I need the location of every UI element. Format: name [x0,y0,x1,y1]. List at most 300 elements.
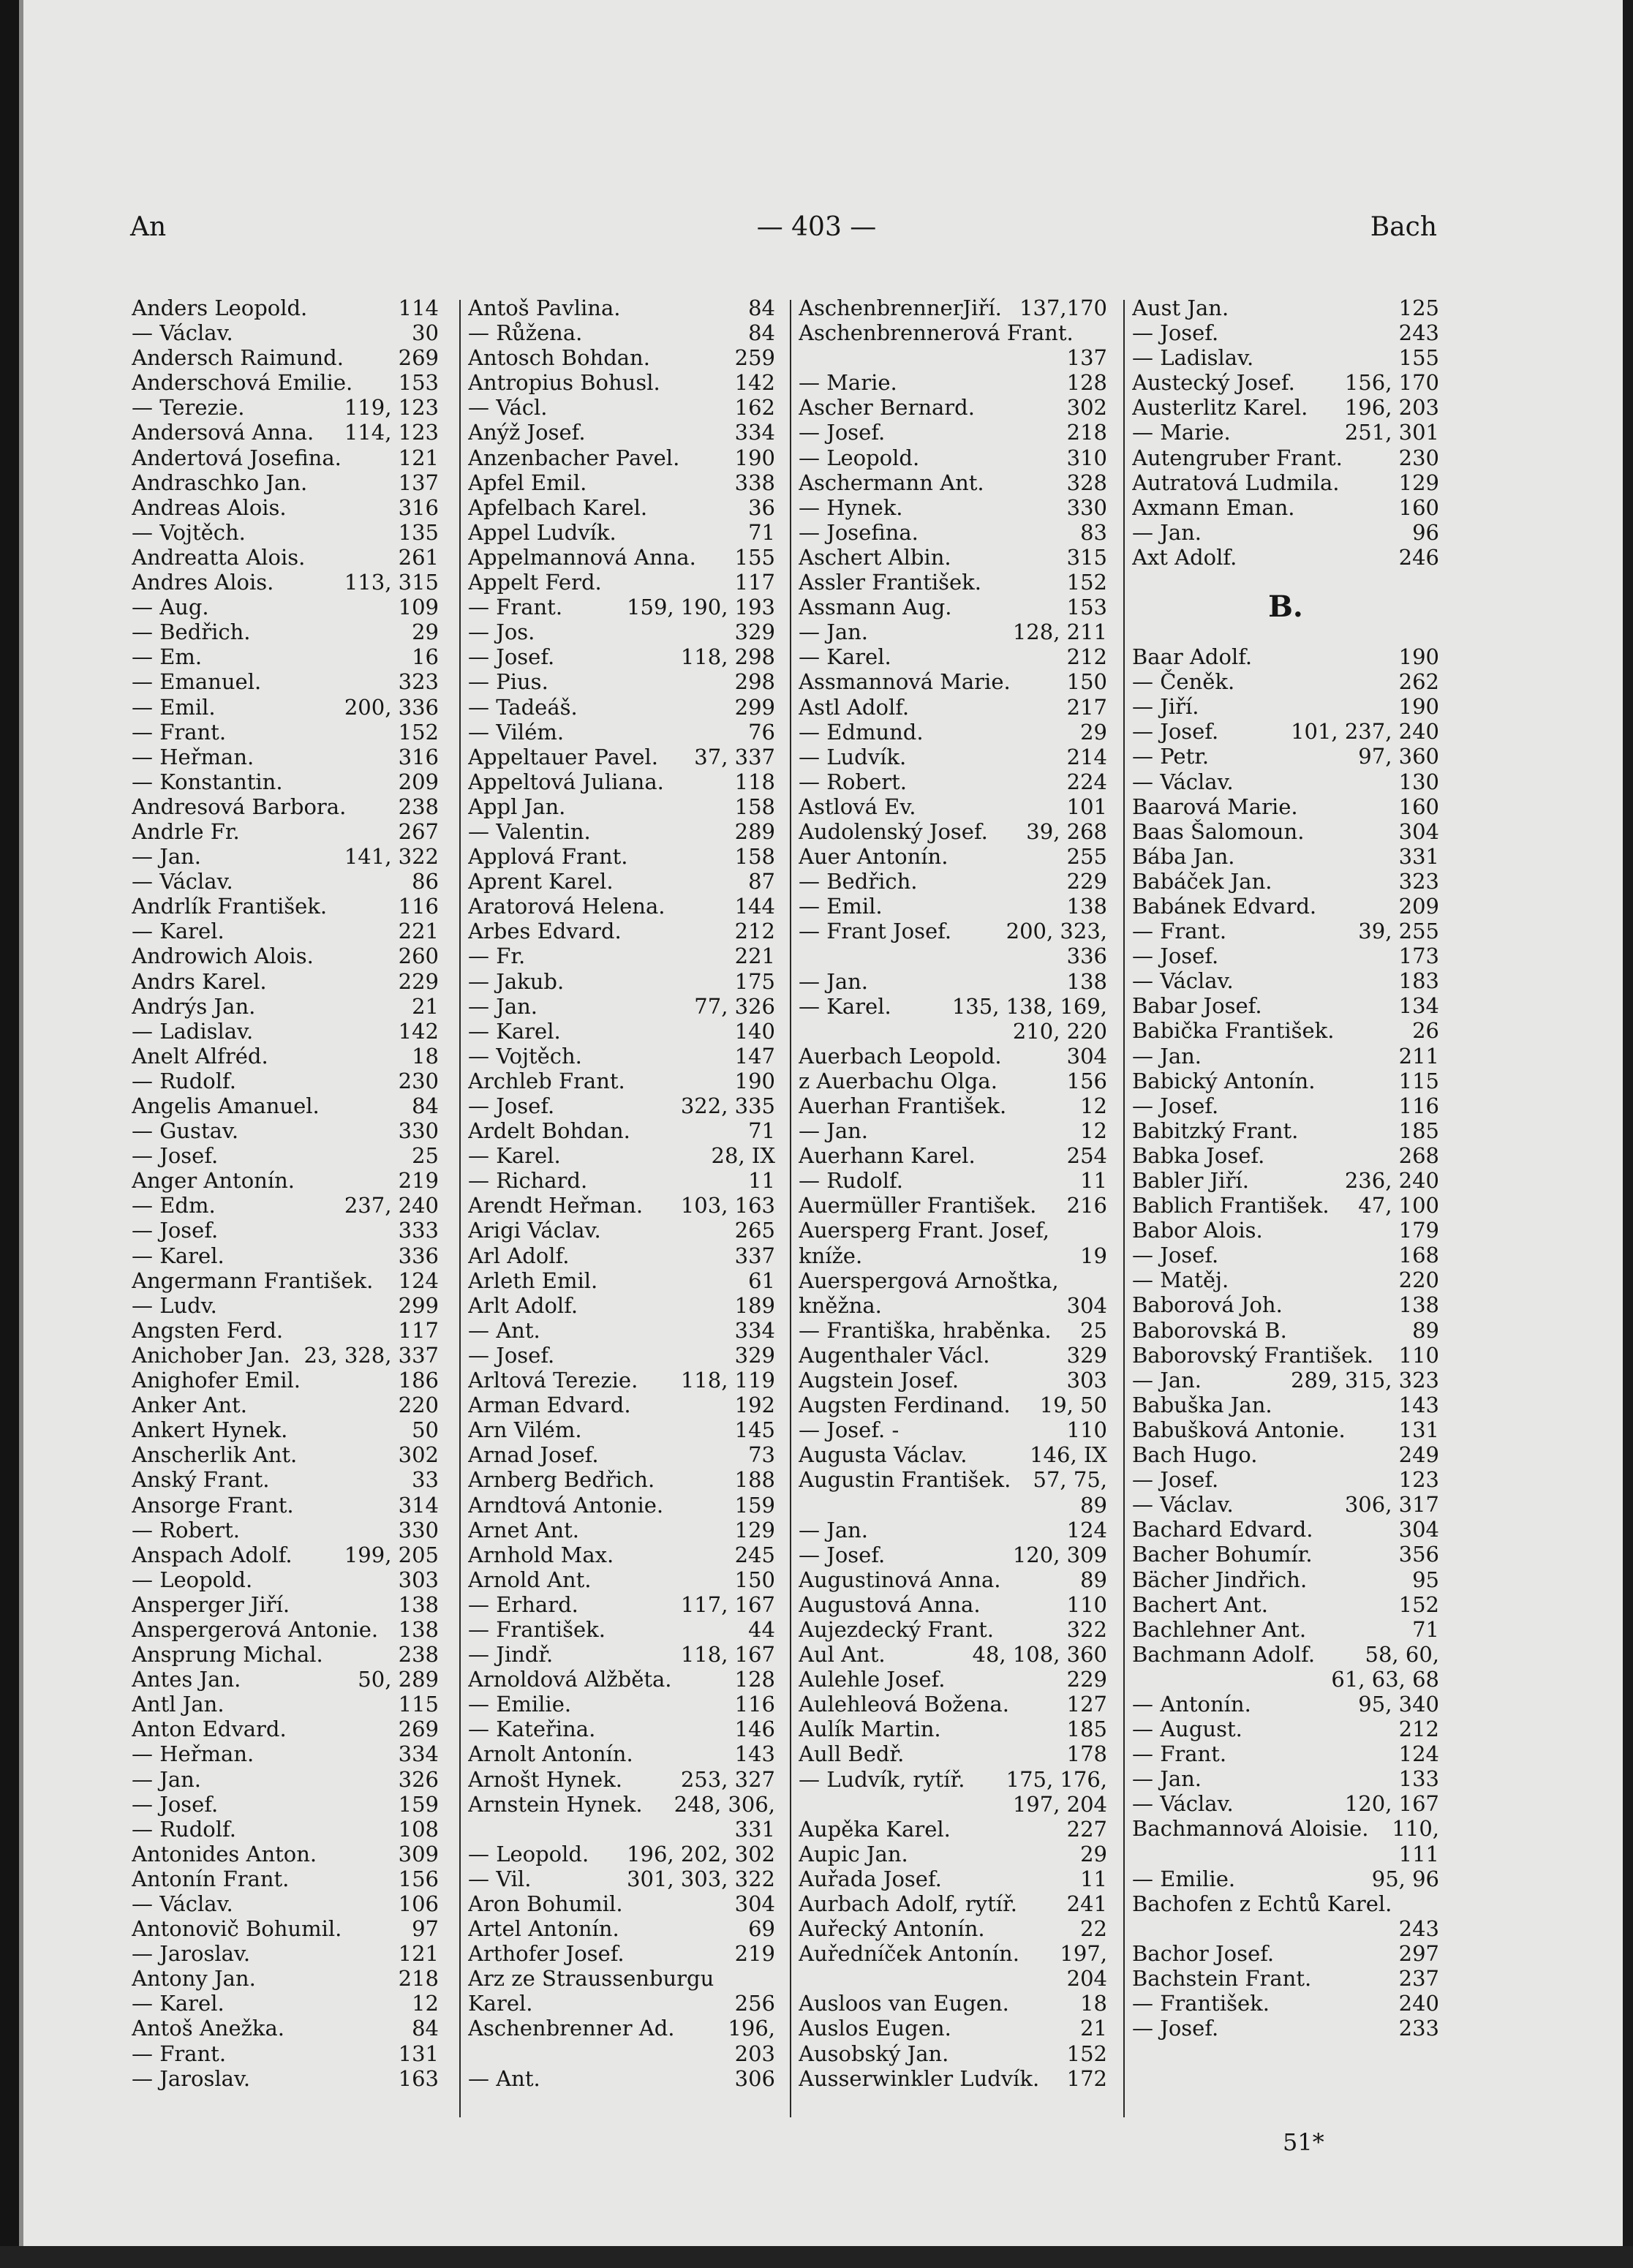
entry-name: — Jos. [468,619,535,645]
entry-name: — Josefina. [799,519,919,545]
index-entry [1132,1243,1439,1267]
entry-pages: 256 [734,1991,775,2016]
entry-name: Apfel Emil. [468,470,587,495]
index-entry [132,1168,439,1193]
entry-pages: 224 [1066,769,1107,794]
entry-pages: 236, 240 [1344,1168,1439,1193]
entry-pages: 301, 303, 322 [627,1866,775,1891]
index-entry [1132,1044,1439,1069]
index-entry [468,1941,775,1966]
entry-name: Arlt Adolf. [468,1292,578,1318]
entry-name: — Ant. [468,1317,540,1343]
index-entry [1132,395,1439,420]
entry-pages: 110 [1066,1417,1107,1443]
entry-name: — Emil. [132,694,216,720]
entry-pages: 338 [734,470,775,495]
entry-pages: 329 [734,1342,775,1368]
index-entry [799,1193,1107,1218]
entry-name: — Josef. - [799,1417,900,1443]
entry-pages: 220 [1398,1267,1439,1293]
entry-pages: 299 [398,1292,439,1318]
index-entry [132,1467,439,1492]
index-entry [1132,520,1439,545]
entry-pages: 304 [1066,1043,1107,1069]
index-entry [132,1442,439,1467]
entry-name: — Josef. [132,1791,219,1817]
index-entry [1132,894,1439,919]
index-entry [132,295,439,320]
entry-pages: 135 [398,519,439,545]
index-entry [1132,1218,1439,1243]
index-entry [132,1817,439,1842]
index-entry [799,1417,1107,1442]
entry-name: — Václav. [1132,968,1234,994]
entry-pages: 260 [398,943,439,969]
entry-name: Arnolt Antonín. [468,1741,633,1767]
index-entry [132,1792,439,1817]
entry-pages: 159 [734,1492,775,1518]
index-entry [468,1842,775,1866]
entry-name: — Richard. [468,1168,588,1194]
entry-pages: 150 [1066,669,1107,695]
index-entry [799,1518,1107,1542]
entry-name: Bacher Bohumír. [1132,1542,1313,1567]
index-entry [1132,769,1439,794]
entry-pages: 265 [734,1218,775,1243]
entry-name: — Karel. [799,993,891,1019]
entry-pages: 137 [1066,345,1107,371]
index-entry [132,520,439,545]
entry-name: — Edm. [132,1193,216,1218]
index-entry [468,720,775,745]
entry-name: — Marie. [799,370,897,396]
entry-name: — Bedřich. [132,619,251,645]
entry-pages: 29 [1080,719,1107,745]
entry-name: Babar Josef. [1132,993,1262,1019]
entry-name: Aratorová Helena. [468,894,665,919]
index-entry [799,1442,1107,1467]
index-entry [468,1044,775,1069]
index-entry [132,1842,439,1866]
entry-pages: 26 [1412,1018,1439,1044]
entry-pages: 304 [734,1891,775,1916]
index-entry [799,894,1107,919]
entry-name: Arnet Ant. [468,1517,580,1542]
entry-name: Babánek Edvard. [1132,893,1317,919]
entry-pages: 168 [1398,1243,1439,1268]
index-entry [132,1741,439,1766]
entry-name: Androwich Alois. [132,943,314,969]
entry-pages: 197, 204 [1012,1791,1107,1817]
entry-name: Auřecký Antonín. [799,1916,985,1942]
index-entry [1132,1193,1439,1218]
entry-name: Aschermann Ant. [799,470,984,495]
entry-name: — Jiří. [1132,694,1199,720]
entry-name: Apfelbach Karel. [468,494,648,520]
entry-name: — Karel. [468,1018,561,1044]
entry-name: — Václ. [468,395,548,421]
entry-name: Augstein Josef. [799,1368,959,1393]
entry-pages: 19 [1080,1243,1107,1268]
entry-name: — Frant Josef. [799,919,952,944]
entry-pages: 145 [734,1417,775,1443]
entry-name: Antonovič Bohumil. [132,1916,342,1942]
entry-pages: 229 [1066,1667,1107,1692]
index-entry [1132,943,1439,968]
entry-name: — Terezie. [132,395,245,421]
index-entry [468,644,775,669]
entry-pages: 23, 328, 337 [303,1342,439,1368]
entry-name: — Jan. [1132,1043,1202,1069]
entry-pages: 109 [398,595,439,620]
entry-name: Babor Alois. [1132,1218,1263,1243]
entry-pages: 189 [734,1292,775,1318]
entry-pages: 84 [412,1093,439,1118]
index-entry [799,1916,1107,1941]
entry-name: Baborovský František. [1132,1342,1374,1368]
index-entry [132,1493,439,1518]
entry-pages: 21 [1080,2016,1107,2041]
entry-pages: 76 [748,719,775,745]
entry-pages: 289, 315, 323 [1291,1367,1439,1393]
index-entry [468,1467,775,1492]
entry-pages: 11 [1080,1866,1107,1891]
entry-pages: 190 [734,445,775,470]
entry-name: Aron Bohumil. [468,1891,623,1916]
index-entry [468,819,775,844]
index-entry [132,1717,439,1741]
entry-pages: 110 [1398,1342,1439,1368]
index-entry [799,969,1107,994]
index-entry [799,1019,1107,1044]
entry-pages: 160 [1398,494,1439,520]
entry-pages: 12 [1080,1093,1107,1118]
entry-pages: 199, 205 [344,1542,439,1567]
entry-name: Andreatta Alois. [132,544,306,570]
entry-pages: 330 [398,1118,439,1144]
entry-pages: 71 [748,519,775,545]
entry-name: Artel Antonín. [468,1916,619,1942]
entry-name: Appeltauer Pavel. [468,744,658,769]
entry-pages: 118, 167 [680,1642,775,1668]
index-entry [468,1417,775,1442]
entry-pages: 221 [398,919,439,944]
entry-name: Arthofer Josef. [468,1941,625,1967]
index-entry [799,1467,1107,1492]
entry-name: — Rudolf. [132,1816,236,1842]
entry-pages: 221 [734,943,775,969]
entry-name: Auřada Josef. [799,1866,942,1891]
index-entry [799,1817,1107,1842]
index-entry [132,545,439,570]
entry-pages: 11 [1080,1168,1107,1194]
entry-name: — Růžena. [468,320,583,346]
entry-name: — Frant. [132,719,227,745]
entry-pages: 269 [398,1717,439,1742]
index-entry [468,1717,775,1741]
scan-edge-bottom [0,2246,1633,2268]
index-entry [799,395,1107,420]
entry-name: Auslos Eugen. [799,2016,951,2041]
index-entry [799,520,1107,545]
index-entry [468,1792,775,1817]
entry-name: kněžna. [799,1292,882,1318]
entry-pages: 289 [734,818,775,844]
entry-name: — Václav. [1132,1791,1234,1817]
entry-pages: 84 [748,320,775,346]
entry-pages: 124 [1066,1517,1107,1542]
index-entry [1132,794,1439,819]
entry-pages: 329 [734,619,775,645]
entry-name: Babička František. [1132,1018,1335,1044]
index-entry [132,1941,439,1966]
entry-pages: 114, 123 [344,420,439,445]
entry-pages: 118, 119 [680,1368,775,1393]
index-entry [468,669,775,694]
entry-name: — Rudolf. [132,1068,236,1093]
entry-name: Arnoldová Alžběta. [468,1667,672,1692]
index-entry [468,844,775,869]
index-entry [799,994,1107,1019]
entry-name: Arl Adolf. [468,1243,570,1268]
entry-name: — Václav. [132,320,233,346]
index-entry [468,969,775,994]
entry-name: Arnad Josef. [468,1442,599,1468]
entry-pages: 19, 50 [1039,1393,1107,1418]
entry-pages: 146, IX [1030,1442,1107,1468]
entry-name: Autratová Ludmila. [1132,470,1340,495]
index-entry [1132,1916,1439,1941]
entry-name: — Vil. [468,1866,532,1891]
entry-name: — Vojtěch. [132,519,246,545]
entry-pages: 233 [1398,2016,1439,2041]
entry-pages: 118 [734,769,775,794]
entry-name: Ansprung Michal. [132,1642,323,1668]
index-entry [468,919,775,943]
entry-pages: 204 [1066,1966,1107,1992]
index-entry [468,495,775,520]
index-entry [799,1991,1107,2016]
entry-pages: 89 [1412,1317,1439,1343]
index-entry [468,1692,775,1717]
entry-pages: 306, 317 [1344,1492,1439,1518]
index-entry [132,969,439,994]
entry-pages: 71 [748,1118,775,1144]
entry-name: Arltová Terezie. [468,1368,638,1393]
entry-name: Babitzký Frant. [1132,1118,1299,1143]
entry-pages: 123 [1398,1467,1439,1493]
index-entry [132,1293,439,1318]
entry-pages: 138 [1066,968,1107,994]
entry-pages: 237, 240 [344,1193,439,1218]
entry-pages: 190 [734,1068,775,1093]
index-entry [799,720,1107,745]
entry-name: Babler Jiří. [1132,1168,1249,1193]
index-entry [799,919,1107,943]
entry-pages: 84 [412,2016,439,2041]
entry-name: — Jan. [799,619,869,645]
entry-name: — Karel. [132,1243,225,1268]
entry-pages: 21 [412,993,439,1019]
entry-pages: 214 [1066,744,1107,769]
entry-pages: 314 [398,1492,439,1518]
entry-name: — Frant. [468,595,563,620]
entry-name: Ansorge Frant. [132,1492,294,1518]
index-entry [132,1243,439,1268]
index-entry [132,894,439,919]
entry-pages: 128 [734,1667,775,1692]
index-entry [1132,1966,1439,1991]
index-entry [132,695,439,720]
index-entry [799,1143,1107,1168]
entry-pages: 25 [412,1143,439,1169]
entry-pages: 267 [398,818,439,844]
entry-pages: 219 [734,1941,775,1967]
entry-name: — Václav. [132,869,233,894]
index-entry [799,1792,1107,1817]
entry-name: Augsten Ferdinand. [799,1393,1011,1418]
entry-pages: 30 [412,320,439,346]
entry-name: — Frant. [1132,1741,1227,1767]
index-entry [132,1592,439,1617]
entry-name: Assmannová Marie. [799,669,1011,695]
entry-name: Antoš Pavlina. [468,295,621,320]
entry-name: Bachor Josef. [1132,1940,1275,1966]
entry-pages: 29 [1080,1841,1107,1866]
index-entry [132,1318,439,1343]
entry-pages: 188 [734,1467,775,1493]
entry-name: — Karel. [132,919,225,944]
entry-pages: 175, 176, [1006,1766,1107,1792]
entry-pages: 143 [1398,1392,1439,1417]
index-entry [468,2041,775,2066]
entry-pages: 203 [734,2041,775,2066]
entry-name: Aust Jan. [1132,295,1229,320]
entry-name: Auerhan František. [799,1093,1007,1118]
index-entry [132,2016,439,2041]
index-entry [132,1019,439,1044]
entry-name: Arbes Edvard. [468,919,622,944]
entry-pages: 61, 63, 68 [1331,1666,1439,1692]
index-entry [468,570,775,595]
entry-pages: 323 [1398,868,1439,894]
index-entry [468,1966,775,1991]
entry-pages: 259 [734,345,775,371]
entry-pages: 137,170 [1019,295,1107,320]
entry-pages: 172 [1066,2065,1107,2091]
entry-pages: 101 [1066,794,1107,819]
entry-pages: 178 [1066,1741,1107,1767]
index-entry [1132,1267,1439,1292]
index-entry [799,595,1107,619]
index-entry [1132,1318,1439,1343]
index-entry [1132,1692,1439,1717]
entry-pages: 110, [1392,1816,1439,1842]
index-entry [1132,470,1439,495]
entry-pages: 50, 289 [358,1667,439,1692]
index-entry [1132,1069,1439,1093]
index-entry [1132,1368,1439,1393]
entry-name: — Josef. [468,644,555,670]
entry-name: — Em. [132,644,203,670]
index-entry [799,1268,1107,1293]
index-entry [1132,1816,1439,1841]
index-entry [799,370,1107,395]
index-entry [799,1069,1107,1093]
index-entry [1132,1766,1439,1791]
entry-pages: 238 [398,794,439,819]
index-entry [799,1741,1107,1766]
entry-name: — Jaroslav. [132,2065,251,2091]
entry-name: Bach Hugo. [1132,1442,1258,1468]
entry-pages: 39, 268 [1026,818,1107,844]
index-entry [799,745,1107,769]
entry-pages: 156 [1066,1068,1107,1093]
entry-pages: 211 [1398,1043,1439,1069]
entry-pages: 255 [1066,844,1107,870]
index-entry [132,1368,439,1393]
entry-pages: 138 [1066,894,1107,919]
index-entry [132,1093,439,1118]
entry-pages: 47, 100 [1358,1193,1439,1218]
index-entry [132,420,439,445]
entry-pages: 77, 326 [694,993,775,1019]
entry-pages: 95, 340 [1358,1691,1439,1717]
index-entry [132,370,439,395]
entry-pages: 200, 336 [344,694,439,720]
entry-name: Ausobský Jan. [799,2041,949,2066]
entry-name: Anker Ant. [132,1393,247,1418]
index-entry [1132,1791,1439,1816]
entry-pages: 153 [1066,595,1107,620]
entry-name: Arndtová Antonie. [468,1492,664,1518]
entry-name: — Antonín. [1132,1691,1251,1717]
entry-name: — Matěj. [1132,1267,1229,1293]
index-entry [468,1493,775,1518]
entry-name: — Valentin. [468,818,591,844]
entry-name: AschenbrennerJiří. [799,295,1002,320]
entry-pages: 209 [1398,893,1439,919]
entry-name: — Josef. [468,1093,555,1118]
index-entry [132,1069,439,1093]
index-entry [132,720,439,745]
index-entry [1132,1168,1439,1193]
index-entry [468,1069,775,1093]
entry-name: Baborová Joh. [1132,1292,1283,1318]
index-entry [132,495,439,520]
entry-name: Arendt Heřman. [468,1193,644,1218]
index-entry [1132,1991,1439,2016]
index-entry [132,1991,439,2016]
entry-pages: 196, [728,2016,775,2041]
entry-name: — Vojtěch. [468,1043,582,1069]
index-entry [132,1118,439,1143]
entry-pages: 315 [1066,544,1107,570]
entry-name: — Fr. [468,943,526,969]
entry-name: Andresová Barbora. [132,794,347,819]
entry-name: — Vilém. [468,719,565,745]
index-entry [799,1966,1107,1991]
entry-pages: 245 [734,1542,775,1567]
entry-name: — Emanuel. [132,669,262,695]
entry-name: Andreas Alois. [132,494,287,520]
index-entry [468,1817,775,1842]
index-entry [468,1368,775,1393]
entry-pages: 229 [1066,869,1107,894]
index-entry [132,1866,439,1891]
entry-pages: 130 [1398,769,1439,794]
entry-pages: 111 [1398,1841,1439,1866]
